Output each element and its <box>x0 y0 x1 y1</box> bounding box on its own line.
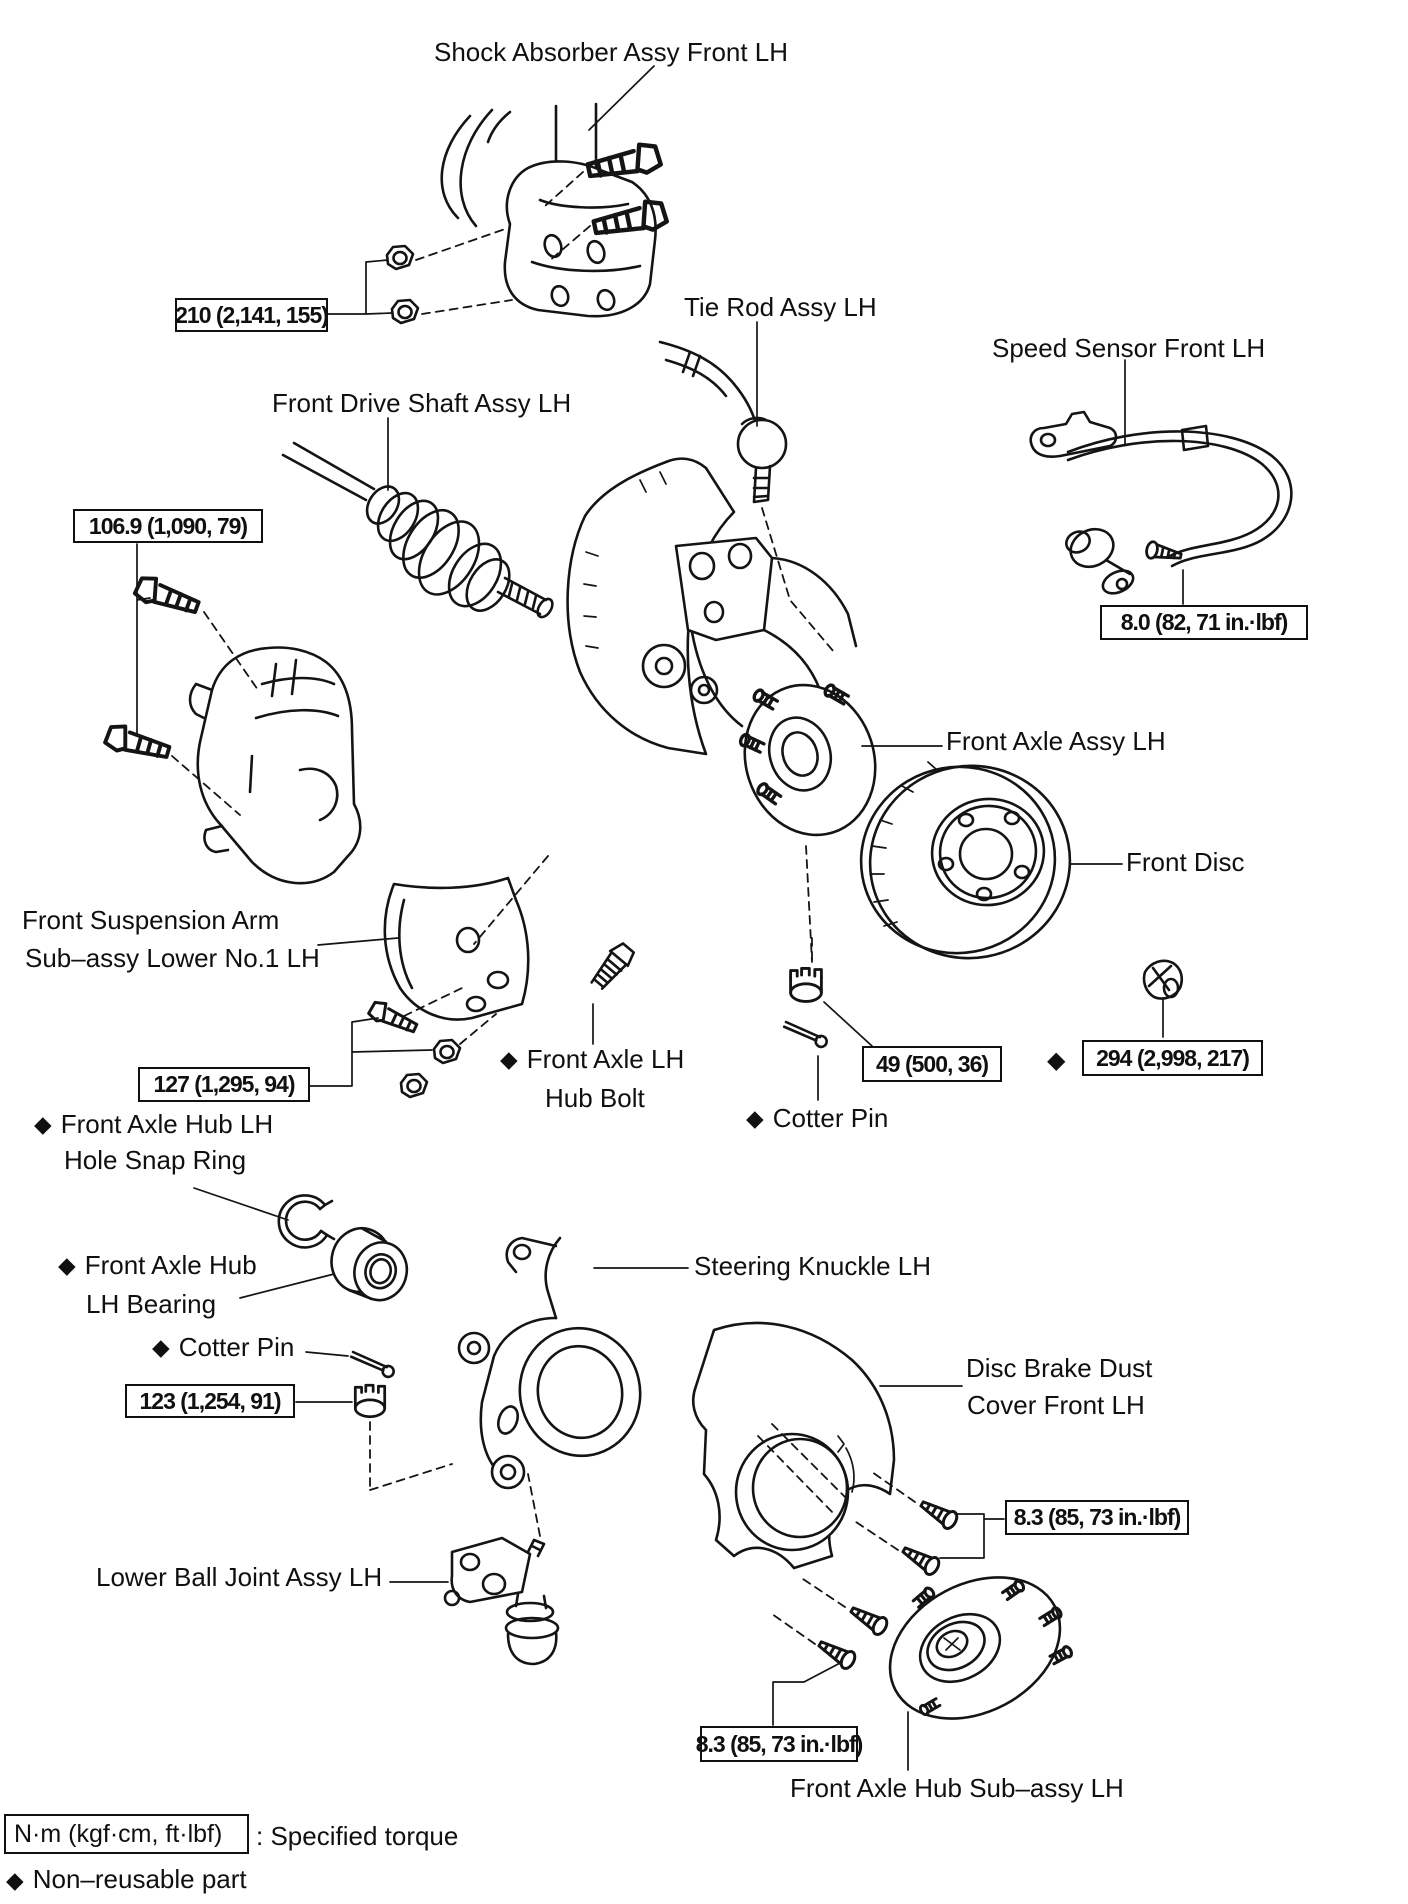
steering-knuckle <box>459 1238 688 1488</box>
tie-rod-label: Tie Rod Assy LH <box>684 292 877 322</box>
front-disc-label: Front Disc <box>1126 847 1245 877</box>
drive-shaft-label: Front Drive Shaft Assy LH <box>272 388 572 418</box>
torque-box-suspension-arm: 127 (1,295, 94) <box>138 1067 310 1102</box>
torque-box-strut: 210 (2,141, 155) <box>175 298 328 332</box>
steering-knuckle-label: Steering Knuckle LH <box>694 1251 932 1281</box>
bearing-label-line2: LH Bearing <box>86 1289 217 1319</box>
suspension-arm-label-line2: Sub–assy Lower No.1 LH <box>25 943 320 973</box>
non-reusable-diamond-icon: ◆ <box>34 1111 52 1137</box>
torque-box-speed-sensor: 8.0 (82, 71 in.·lbf) <box>1100 605 1308 640</box>
dust-cover-label-line1: Disc Brake Dust <box>966 1353 1153 1383</box>
speed-sensor <box>1031 360 1292 604</box>
axle-lock-nut <box>1144 961 1182 1037</box>
cotter-pin-upper-label: ◆ Cotter Pin <box>746 1103 889 1133</box>
legend-torque-unit-box: N·m (kgf·cm, ft·lbf) <box>4 1814 249 1854</box>
front-axle-hub-bolt <box>587 940 637 1044</box>
lower-ball-joint <box>390 1474 558 1664</box>
non-reusable-diamond-icon: ◆ <box>500 1046 518 1072</box>
front-disc <box>846 750 1122 974</box>
legend-torque-note: : Specified torque <box>256 1821 459 1851</box>
non-reusable-diamond-icon: ◆ <box>746 1105 764 1131</box>
non-reusable-diamond-icon: ◆ <box>6 1867 24 1893</box>
hub-subassy-label: Front Axle Hub Sub–assy LH <box>790 1773 1124 1803</box>
dust-cover-label-line2: Cover Front LH <box>967 1390 1145 1420</box>
non-reusable-diamond-icon: ◆ <box>1047 1047 1066 1074</box>
torque-box-axle-nut: 294 (2,998, 217) <box>1082 1040 1263 1076</box>
torque-box-dust-cover-upper: 8.3 (85, 73 in.·lbf) <box>1005 1500 1189 1535</box>
snap-ring-label-line2: Hole Snap Ring <box>64 1145 247 1175</box>
non-reusable-diamond-icon: ◆ <box>152 1334 170 1360</box>
ball-joint-label: Lower Ball Joint Assy LH <box>96 1562 383 1592</box>
cotter-pin-lower-label: ◆ Cotter Pin <box>152 1332 295 1362</box>
shock-absorber-strut <box>328 66 668 323</box>
torque-box-ball-joint: 123 (1,254, 91) <box>125 1384 295 1418</box>
hub-subassy <box>865 1549 1084 1770</box>
front-drive-shaft <box>283 418 555 620</box>
torque-box-dust-cover-lower: 8.3 (85, 73 in.·lbf) <box>700 1726 858 1762</box>
non-reusable-diamond-icon: ◆ <box>58 1252 76 1278</box>
torque-box-caliper: 106.9 (1,090, 79) <box>73 509 263 543</box>
legend-non-reusable: ◆ Non–reusable part <box>6 1864 247 1894</box>
hub-bolt-label-line2: Hub Bolt <box>545 1083 645 1113</box>
shock-absorber-label: Shock Absorber Assy Front LH <box>434 37 789 67</box>
torque-box-tie-rod-nut: 49 (500, 36) <box>862 1046 1002 1082</box>
snap-ring-label-line1: ◆ Front Axle Hub LH <box>34 1109 274 1139</box>
brake-caliper <box>104 544 360 883</box>
dust-cover <box>693 1323 962 1568</box>
ball-joint-castle-nut-cotter <box>296 1352 452 1490</box>
hub-bolt-label-line1: ◆ Front Axle LH <box>500 1044 685 1074</box>
suspension-arm-label-line1: Front Suspension Arm <box>22 905 280 935</box>
tie-rod-castle-nut-cotter <box>782 938 872 1100</box>
speed-sensor-label: Speed Sensor Front LH <box>992 333 1266 363</box>
hole-snap-ring <box>194 1188 334 1247</box>
bearing-label-line1: ◆ Front Axle Hub <box>58 1250 257 1280</box>
front-axle-assy-label: Front Axle Assy LH <box>946 726 1166 756</box>
